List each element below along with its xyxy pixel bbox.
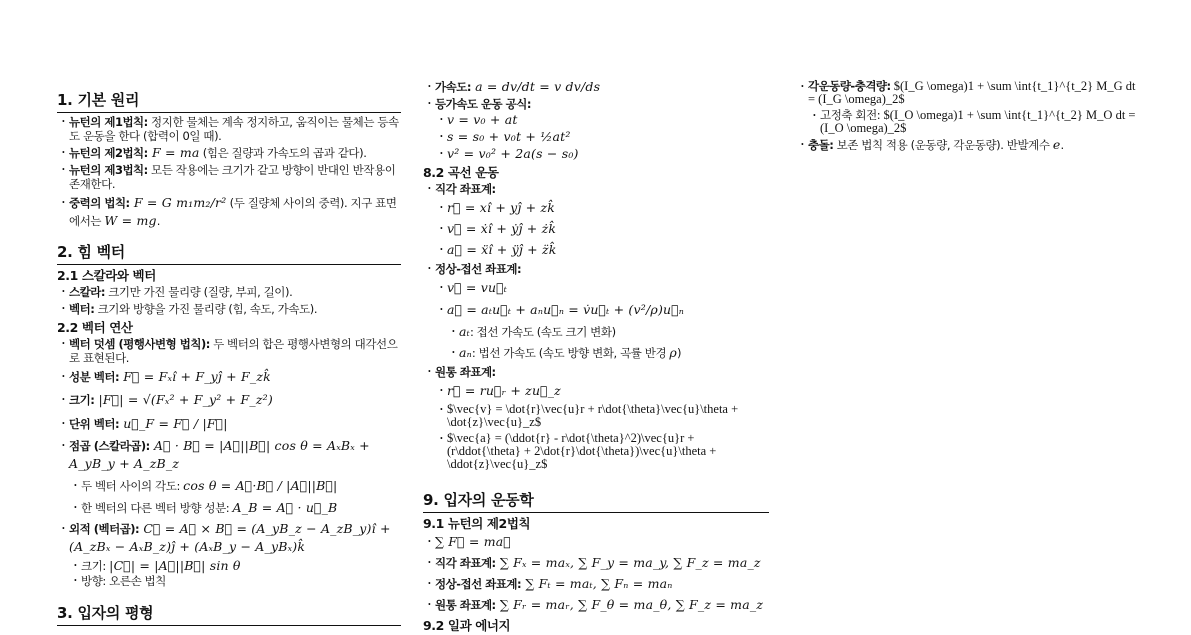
formula: ∑ Fᵣ = maᵣ, ∑ F_θ = ma_θ, ∑ F_z = ma_z	[495, 597, 764, 612]
curvilinear-list	[423, 182, 769, 471]
subsection-heading-2-1: 2.1 스칼라와 벡터	[57, 268, 156, 283]
list-item: • 등가속도 운동 공식:	[423, 97, 769, 111]
newton-second-law-list	[423, 533, 769, 614]
subsection-heading-9-2: 9.2 일과 에너지	[423, 618, 511, 633]
formula: ∑ Fₓ = maₓ, ∑ F_y = ma_y, ∑ F_z = ma_z	[495, 555, 761, 570]
item-text: 정지한 물체는 계속 정지하고, 움직이는 물체는 등속도 운동을 한다 (합력이 0일 때).	[69, 115, 399, 143]
section-heading-1: 1. 기본 원리	[57, 90, 401, 113]
raw-latex: $\vec{v} = \dot{r}\vec{u}r + r\dot{\theta}\vec{u}\theta + \dot{z}\vec{u}_z$	[447, 402, 739, 429]
list-item: • 크기: |F⃗| = √(Fₓ² + F_y² + F_z²)	[57, 389, 401, 411]
formula: ∑ F⃗ = ma⃗	[435, 534, 511, 549]
formula: u⃗_F = F⃗ / |F⃗|	[119, 416, 228, 431]
list-subitem	[423, 220, 769, 238]
item-label: 뉴턴의 제1법칙:	[69, 115, 148, 129]
formula: s = s₀ + v₀t + ½at²	[447, 129, 571, 144]
list-subitem: • 고정축 회전: $(I_O \omega)1 + \sum \int{t_1}^{t_2} M_O dt = (I_O \omega)_2$	[796, 109, 1138, 135]
item-label: 중력의 법칙:	[69, 196, 130, 210]
list-item: • 충돌: 보존 법칙 적용 (운동량, 각운동량). 반발계수 e.	[796, 138, 1138, 152]
list-subitem	[423, 241, 769, 259]
scalar-vector-list	[57, 285, 401, 316]
formula: r⃗ = ru⃗ᵣ + zu⃗_z	[447, 383, 561, 398]
column-1	[57, 90, 401, 628]
formula: A_B = A⃗ · u⃗_B	[232, 500, 338, 515]
formula: a = dv/dt = v dv/ds	[470, 79, 601, 94]
formula: |F⃗| = √(Fₓ² + F_y² + F_z²)	[94, 392, 273, 407]
list-item	[57, 163, 401, 191]
list-subitem: • aₜ: 접선 가속도 (속도 크기 변화)	[423, 323, 769, 341]
list-subitem: • 한 벡터의 다른 벡터 방향 성분: A_B = A⃗ · u⃗_B	[57, 499, 401, 517]
formula: r⃗ = xî + yĵ + zk̂	[447, 200, 556, 215]
list-subitem	[423, 113, 769, 127]
list-subitem	[423, 130, 769, 144]
raw-latex: $(I_G \omega)1 + \sum \int{t_1}^{t_2} M_G dt = (I_G \omega)_2$	[808, 79, 1136, 106]
list-item	[57, 115, 401, 143]
subsection-heading-2-2: 2.2 벡터 연산	[57, 320, 133, 335]
vector-ops-list	[57, 337, 401, 588]
column-3	[796, 80, 1138, 155]
formula: v = v₀ + at	[447, 112, 518, 127]
section-heading-3: 3. 입자의 평형	[57, 603, 401, 626]
formula: F⃗ = Fₓî + F_yĵ + F_zk̂	[119, 369, 271, 384]
section-heading-2: 2. 힘 벡터	[57, 242, 401, 265]
list-item: • 단위 벡터: u⃗_F = F⃗ / |F⃗|	[57, 414, 401, 434]
list-subitem	[423, 403, 769, 429]
list-item: • 직각 좌표계: ∑ Fₓ = maₓ, ∑ F_y = ma_y, ∑ F_z = ma_z	[423, 554, 769, 572]
formula: C⃗ = A⃗ × B⃗ = (A_yB_z − A_zB_y)î + (A_zBₓ − AₓB_z)ĵ + (AₓB_y − A_yBₓ)k̂	[69, 521, 391, 554]
formula: F = G m₁m₂/r²	[129, 195, 227, 210]
impulse-momentum-list	[796, 80, 1138, 152]
formula: |C⃗| = |A⃗||B⃗| sin θ	[109, 558, 241, 573]
formula: cos θ = A⃗·B⃗ / |A⃗||B⃗|	[183, 478, 338, 493]
list-item: • 원통 좌표계: ∑ Fᵣ = maᵣ, ∑ F_θ = ma_θ, ∑ F_z = ma_z	[423, 596, 769, 614]
list-subitem: • aₙ: 법선 가속도 (속도 방향 변화, 곡률 반경 ρ)	[423, 344, 769, 362]
column-2	[423, 80, 769, 635]
raw-latex: $\vec{a} = (\ddot{r} - r\dot{\theta}^2)\vec{u}r + (r\ddot{\theta} + 2\dot{r}\dot{\theta})\vec{u}\theta + \ddot{z}\vec{u}_z$	[447, 431, 717, 471]
list-subitem	[423, 382, 769, 400]
list-subitem	[423, 279, 769, 297]
raw-latex: $(I_O \omega)1 + \sum \int{t_1}^{t_2} M_O dt = (I_O \omega)_2$	[820, 108, 1136, 135]
item-text: (두 질량체 사이의 중력). 지구 표면에서는	[69, 196, 397, 228]
list-item	[423, 533, 769, 551]
subsection-heading-8-2: 8.2 곡선 운동	[423, 165, 499, 180]
list-item	[57, 146, 401, 160]
list-item: • 점곱 (스칼라곱): A⃗ · B⃗ = |A⃗||B⃗| cos θ = AₓBₓ + A_yB_y + A_zB_z	[57, 437, 401, 473]
list-item: • 각운동량-충격량: $(I_G \omega)1 + \sum \int{t_1}^{t_2} M_G dt = (I_G \omega)_2$	[796, 80, 1138, 106]
list-subitem	[423, 199, 769, 217]
kinematics-list	[423, 80, 769, 161]
list-subitem: • 두 벡터 사이의 각도: cos θ = A⃗·B⃗ / |A⃗||B⃗|	[57, 476, 401, 496]
list-item: • 스칼라: 크기만 가진 물리량 (질량, 부피, 길이).	[57, 285, 401, 299]
subsection-heading-9-1: 9.1 뉴턴의 제2법칙	[423, 516, 531, 531]
list-subitem: • 크기: |C⃗| = |A⃗||B⃗| sin θ	[57, 559, 401, 573]
formula: F = ma	[147, 145, 200, 160]
section-heading-9: 9. 입자의 운동학	[423, 490, 769, 513]
list-item: • 가속도: a = dv/dt = v dv/ds	[423, 80, 769, 94]
item-text: 모든 작용에는 크기가 같고 방향이 반대인 반작용이 존재한다.	[69, 163, 396, 191]
formula: v⃗ = vu⃗ₜ	[447, 280, 508, 295]
list-item: • 정상-접선 좌표계:	[423, 262, 769, 276]
formula: v² = v₀² + 2a(s − s₀)	[447, 146, 579, 161]
formula: ∑ Fₜ = maₜ, ∑ Fₙ = maₙ	[521, 576, 673, 591]
formula: v⃗ = ẋî + ẏĵ + żk̂	[447, 221, 557, 236]
list-subitem: • 방향: 오른손 법칙	[57, 574, 401, 588]
list-item: • 직각 좌표계:	[423, 182, 769, 196]
list-item: • 정상-접선 좌표계: ∑ Fₜ = maₜ, ∑ Fₙ = maₙ	[423, 575, 769, 593]
list-subitem	[423, 147, 769, 161]
list-item: • 원통 좌표계:	[423, 365, 769, 379]
list-item: • 성분 벡터: F⃗ = Fₓî + F_yĵ + F_zk̂	[57, 368, 401, 386]
list-item: • 벡터: 크기와 방향을 가진 물리량 (힘, 속도, 가속도).	[57, 302, 401, 316]
list-item: • 외적 (벡터곱): C⃗ = A⃗ × B⃗ = (A_yB_z − A_zB_y)î + (A_zBₓ − AₓB_z)ĵ + (AₓB_y − A_yBₓ)k̂	[57, 520, 401, 556]
formula: A⃗ · B⃗ = |A⃗||B⃗| cos θ = AₓBₓ + A_yB_y + A_zB_z	[69, 438, 370, 471]
formula: W = mg	[104, 213, 157, 228]
formula: a⃗ = aₜu⃗ₜ + aₙu⃗ₙ = v̇u⃗ₜ + (v²/ρ)u⃗ₙ	[447, 302, 685, 317]
list-subitem	[423, 300, 769, 320]
item-text: (힘은 질량과 가속도의 곱과 같다).	[199, 146, 367, 160]
basic-principles-list	[57, 115, 401, 230]
item-label: 뉴턴의 제2법칙:	[69, 146, 148, 160]
list-item: • 중력의 법칙: F = G m₁m₂/r² (두 질량체 사이의 중력). 지구 표면에서는 W = mg.	[57, 194, 401, 230]
list-subitem	[423, 432, 769, 471]
item-label: 뉴턴의 제3법칙:	[69, 163, 148, 177]
formula: a⃗ = ẍî + ÿĵ + z̈k̂	[447, 242, 557, 257]
list-item: • 벡터 덧셈 (평행사변형 법칙): 두 벡터의 합은 평행사변형의 대각선으로 표현된다.	[57, 337, 401, 365]
